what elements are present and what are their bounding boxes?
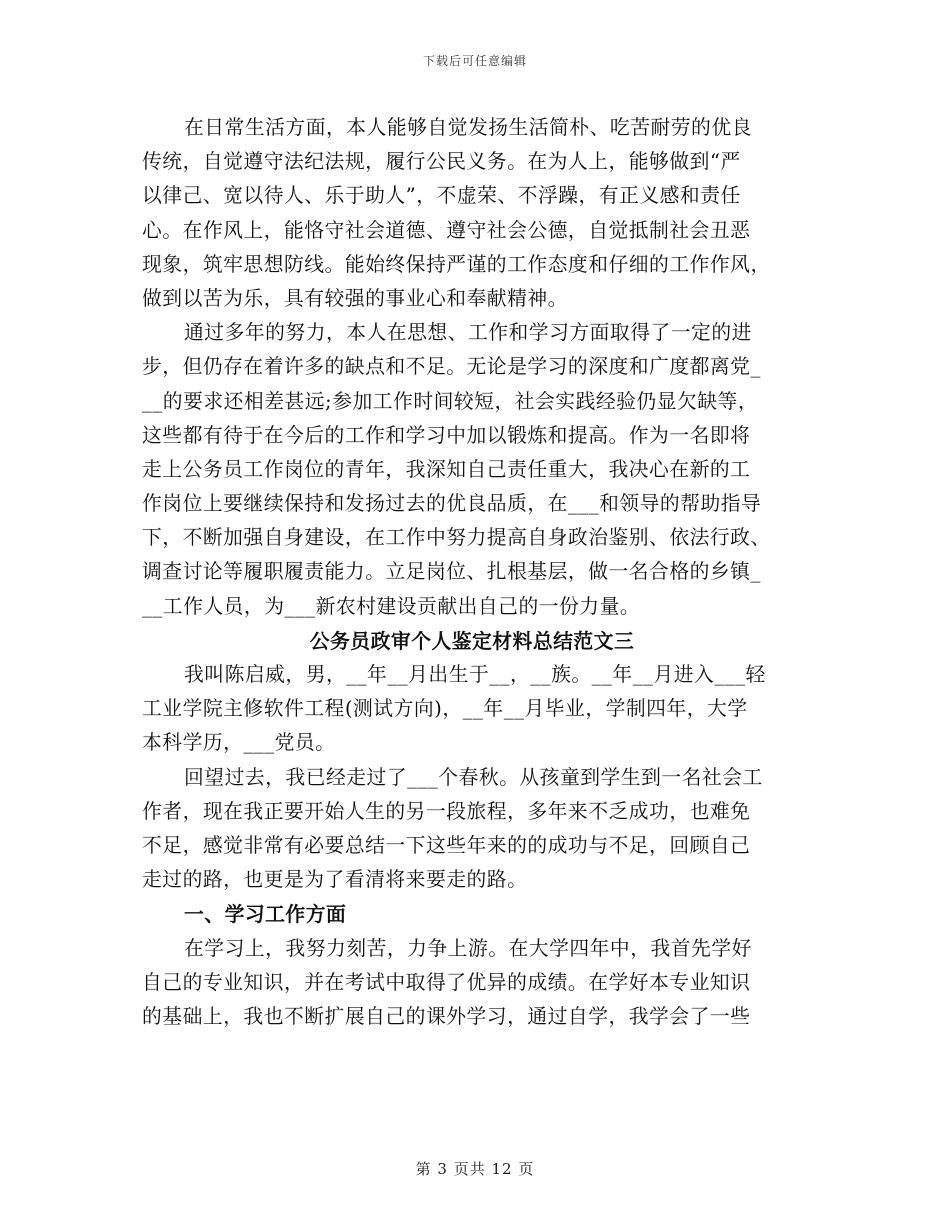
text-line: 不足，感觉非常有必要总结一下这些年来的的成功与不足，回顾自己 [142,833,751,857]
text-line: 这些都有待于在今后的工作和学习中加以锻炼和提高。作为一名即将 [142,423,751,447]
text-line: __工作人员，为___新农村建设贡献出自己的一份力量。 [142,594,641,618]
text-line: 本科学历，___党员。 [142,731,336,755]
section-title: 公务员政审个人鉴定材料总结范文三 [309,628,635,653]
text-line: __的要求还相差甚远;参加工作时间较短，社会实践经验仍显欠缺等， [142,389,759,413]
text-line: 调查讨论等履职履责能力。立足岗位、扎根基层，做一名合格的乡镇_ [142,560,761,584]
text-line: 工业学院主修软件工程(测试方向)，__年__月毕业，学制四年，大学 [142,697,748,721]
text-line: 自己的专业知识，并在考试中取得了优异的成绩。在学好本专业知识 [142,970,751,994]
text-line: 心。在作风上，能恪守社会道德、遵守社会公德，自觉抵制社会丑恶 [142,218,751,242]
section-heading: 一、学习工作方面 [184,902,347,927]
text-line: 我叫陈启威，男，__年__月出生于__，__族。__年__月进入___轻 [184,663,766,686]
text-line: 在学习上，我努力刻苦，力争上游。在大学四年中，我首先学好 [184,936,752,960]
text-line: 通过多年的努力，本人在思想、工作和学习方面取得了一定的进 [184,321,752,345]
text-line: 传统，自觉遵守法纪法规，履行公民义务。在为人上，能够做到“严 [142,150,741,174]
text-line: 在日常生活方面，本人能够自觉发扬生活简朴、吃苦耐劳的优良 [184,116,752,139]
text-line: 作者，现在我正要开始人生的另一段旅程，多年来不乏成功，也难免 [142,799,751,823]
text-line: 走过的路，也更是为了看清将来要走的路。 [142,868,528,892]
text-line: 以律己、宽以待人、乐于助人”，不虚荣、不浮躁，有正义感和责任 [142,184,741,208]
text-line: 步，但仍存在着许多的缺点和不足。无论是学习的深度和广度都离党_ [142,355,761,379]
document-body [142,111,802,1034]
page-footer: 第 3 页共 12 页 [415,1160,535,1178]
text-line: 下，不断加强自身建设，在工作中努力提高自身政治鉴别、依法行政、 [142,526,771,550]
text-line: 做到以苦为乐，具有较强的事业心和奉献精神。 [142,286,568,310]
text-line: 走上公务员工作岗位的青年，我深知自己责任重大，我决心在新的工 [142,457,751,481]
text-line: 回望过去，我已经走过了___个春秋。从孩童到学生到一名社会工 [184,765,763,789]
text-line: 现象，筑牢思想防线。能始终保持严谨的工作态度和仔细的工作作风， [142,252,771,276]
text-line: 的基础上，我也不断扩展自己的课外学习，通过自学，我学会了一些 [142,1004,751,1028]
page-header: 下载后可任意编辑 [422,54,527,68]
text-line: 作岗位上要继续保持和发扬过去的优良品质，在___和领导的帮助指导 [142,492,762,516]
